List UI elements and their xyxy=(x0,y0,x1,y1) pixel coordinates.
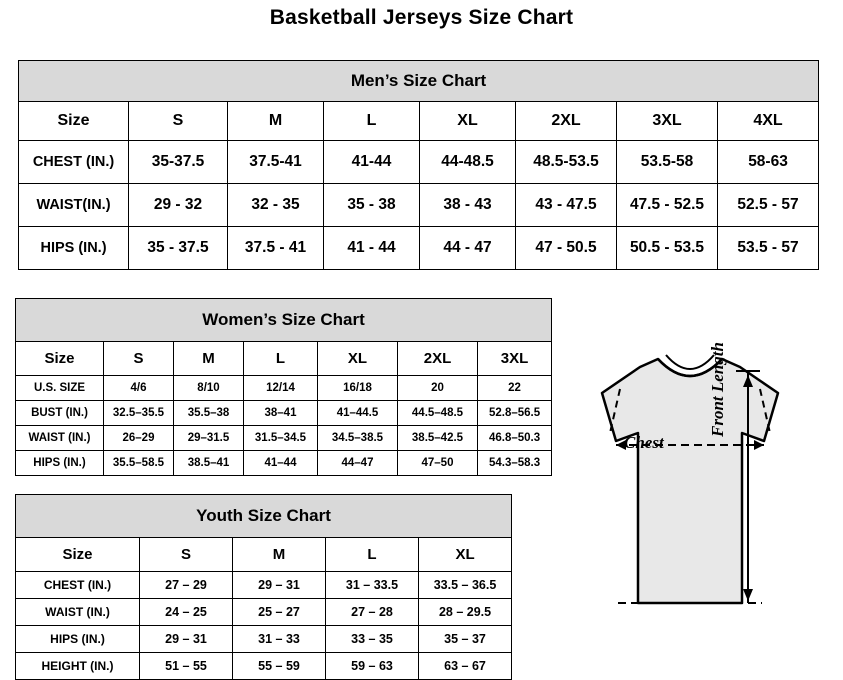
row-label: HEIGHT (IN.) xyxy=(16,653,140,680)
table-caption-row xyxy=(16,299,552,342)
column-header: 2XL xyxy=(516,102,617,141)
table-row xyxy=(16,376,552,401)
table-cell: 43 - 47.5 xyxy=(516,184,617,227)
table-cell: 8/10 xyxy=(174,376,244,401)
table-row xyxy=(16,401,552,426)
row-label: WAIST(IN.) xyxy=(19,184,129,227)
table-cell: 58-63 xyxy=(718,141,819,184)
table-row xyxy=(16,572,512,599)
table-cell: 37.5-41 xyxy=(228,141,324,184)
table-cell: 38.5–42.5 xyxy=(398,426,478,451)
table-cell: 37.5 - 41 xyxy=(228,227,324,270)
row-label: CHEST (IN.) xyxy=(16,572,140,599)
table-row xyxy=(16,426,552,451)
column-header: 3XL xyxy=(617,102,718,141)
column-header: XL xyxy=(420,102,516,141)
womens-caption: Women’s Size Chart xyxy=(16,299,552,342)
mens-size-table xyxy=(18,60,819,270)
table-row xyxy=(16,599,512,626)
youth-size-table xyxy=(15,494,512,680)
table-cell: 38 - 43 xyxy=(420,184,516,227)
table-cell: 29 – 31 xyxy=(140,626,233,653)
row-label: HIPS (IN.) xyxy=(16,451,104,476)
column-header: M xyxy=(233,538,326,572)
table-cell: 47.5 - 52.5 xyxy=(617,184,718,227)
table-cell: 35 – 37 xyxy=(419,626,512,653)
table-cell: 38–41 xyxy=(244,401,318,426)
column-header: S xyxy=(104,342,174,376)
table-cell: 20 xyxy=(398,376,478,401)
table-cell: 31 – 33 xyxy=(233,626,326,653)
table-cell: 31.5–34.5 xyxy=(244,426,318,451)
column-header: 3XL xyxy=(478,342,552,376)
table-cell: 44.5–48.5 xyxy=(398,401,478,426)
front-length-measure-label: Front Length xyxy=(708,342,727,437)
table-cell: 48.5-53.5 xyxy=(516,141,617,184)
row-label: HIPS (IN.) xyxy=(16,626,140,653)
womens-size-chart xyxy=(15,298,551,476)
column-header: Size xyxy=(16,538,140,572)
front-length-arrow-bottom xyxy=(743,589,753,601)
column-header: M xyxy=(228,102,324,141)
table-cell: 35 - 37.5 xyxy=(129,227,228,270)
column-header: 2XL xyxy=(398,342,478,376)
table-cell: 38.5–41 xyxy=(174,451,244,476)
table-cell: 41 - 44 xyxy=(324,227,420,270)
youth-size-chart xyxy=(15,494,511,680)
row-label: U.S. SIZE xyxy=(16,376,104,401)
page-title: Basketball Jerseys Size Chart xyxy=(269,6,574,29)
table-header-row xyxy=(16,538,512,572)
row-label: WAIST (IN.) xyxy=(16,599,140,626)
table-cell: 29–31.5 xyxy=(174,426,244,451)
table-cell: 31 – 33.5 xyxy=(326,572,419,599)
table-cell: 63 – 67 xyxy=(419,653,512,680)
table-caption-row xyxy=(16,495,512,538)
womens-size-table xyxy=(15,298,552,476)
table-cell: 52.8–56.5 xyxy=(478,401,552,426)
table-cell: 41–44 xyxy=(244,451,318,476)
chest-measure-label: Chest xyxy=(624,433,664,452)
table-cell: 26–29 xyxy=(104,426,174,451)
column-header: M xyxy=(174,342,244,376)
table-row xyxy=(19,141,819,184)
table-cell: 29 - 32 xyxy=(129,184,228,227)
table-cell: 41-44 xyxy=(324,141,420,184)
table-cell: 53.5-58 xyxy=(617,141,718,184)
column-header: L xyxy=(326,538,419,572)
table-cell: 35 - 38 xyxy=(324,184,420,227)
table-cell: 24 – 25 xyxy=(140,599,233,626)
table-row xyxy=(19,184,819,227)
table-cell: 47–50 xyxy=(398,451,478,476)
column-header: XL xyxy=(318,342,398,376)
table-cell: 35.5–38 xyxy=(174,401,244,426)
mens-caption: Men’s Size Chart xyxy=(19,61,819,102)
table-cell: 12/14 xyxy=(244,376,318,401)
table-cell: 16/18 xyxy=(318,376,398,401)
column-header: S xyxy=(140,538,233,572)
table-cell: 44-48.5 xyxy=(420,141,516,184)
mens-size-chart xyxy=(18,60,818,270)
table-cell: 55 – 59 xyxy=(233,653,326,680)
youth-caption: Youth Size Chart xyxy=(16,495,512,538)
table-row xyxy=(16,451,552,476)
table-header-row xyxy=(19,102,819,141)
table-cell: 35-37.5 xyxy=(129,141,228,184)
table-cell: 34.5–38.5 xyxy=(318,426,398,451)
table-cell: 35.5–58.5 xyxy=(104,451,174,476)
row-label: BUST (IN.) xyxy=(16,401,104,426)
table-cell: 27 – 28 xyxy=(326,599,419,626)
table-cell: 44–47 xyxy=(318,451,398,476)
shirt-outline xyxy=(602,359,778,603)
table-cell: 32 - 35 xyxy=(228,184,324,227)
column-header: Size xyxy=(19,102,129,141)
table-caption-row xyxy=(19,61,819,102)
table-cell: 59 – 63 xyxy=(326,653,419,680)
table-header-row xyxy=(16,342,552,376)
table-row xyxy=(16,653,512,680)
table-cell: 46.8–50.3 xyxy=(478,426,552,451)
column-header: L xyxy=(244,342,318,376)
table-cell: 51 – 55 xyxy=(140,653,233,680)
table-cell: 54.3–58.3 xyxy=(478,451,552,476)
jersey-measurement-diagram xyxy=(540,342,840,665)
table-cell: 4/6 xyxy=(104,376,174,401)
row-label: CHEST (IN.) xyxy=(19,141,129,184)
table-cell: 50.5 - 53.5 xyxy=(617,227,718,270)
table-cell: 32.5–35.5 xyxy=(104,401,174,426)
jersey-svg xyxy=(540,345,840,665)
table-cell: 33 – 35 xyxy=(326,626,419,653)
table-cell: 53.5 - 57 xyxy=(718,227,819,270)
table-cell: 28 – 29.5 xyxy=(419,599,512,626)
table-row xyxy=(16,626,512,653)
row-label: HIPS (IN.) xyxy=(19,227,129,270)
column-header: Size xyxy=(16,342,104,376)
row-label: WAIST (IN.) xyxy=(16,426,104,451)
table-cell: 44 - 47 xyxy=(420,227,516,270)
table-cell: 47 - 50.5 xyxy=(516,227,617,270)
table-cell: 25 – 27 xyxy=(233,599,326,626)
column-header: 4XL xyxy=(718,102,819,141)
table-row xyxy=(19,227,819,270)
table-cell: 41–44.5 xyxy=(318,401,398,426)
table-cell: 27 – 29 xyxy=(140,572,233,599)
table-cell: 29 – 31 xyxy=(233,572,326,599)
column-header: L xyxy=(324,102,420,141)
table-cell: 52.5 - 57 xyxy=(718,184,819,227)
column-header: S xyxy=(129,102,228,141)
collar-inner-line xyxy=(666,355,714,369)
column-header: XL xyxy=(419,538,512,572)
table-cell: 33.5 – 36.5 xyxy=(419,572,512,599)
table-cell: 22 xyxy=(478,376,552,401)
